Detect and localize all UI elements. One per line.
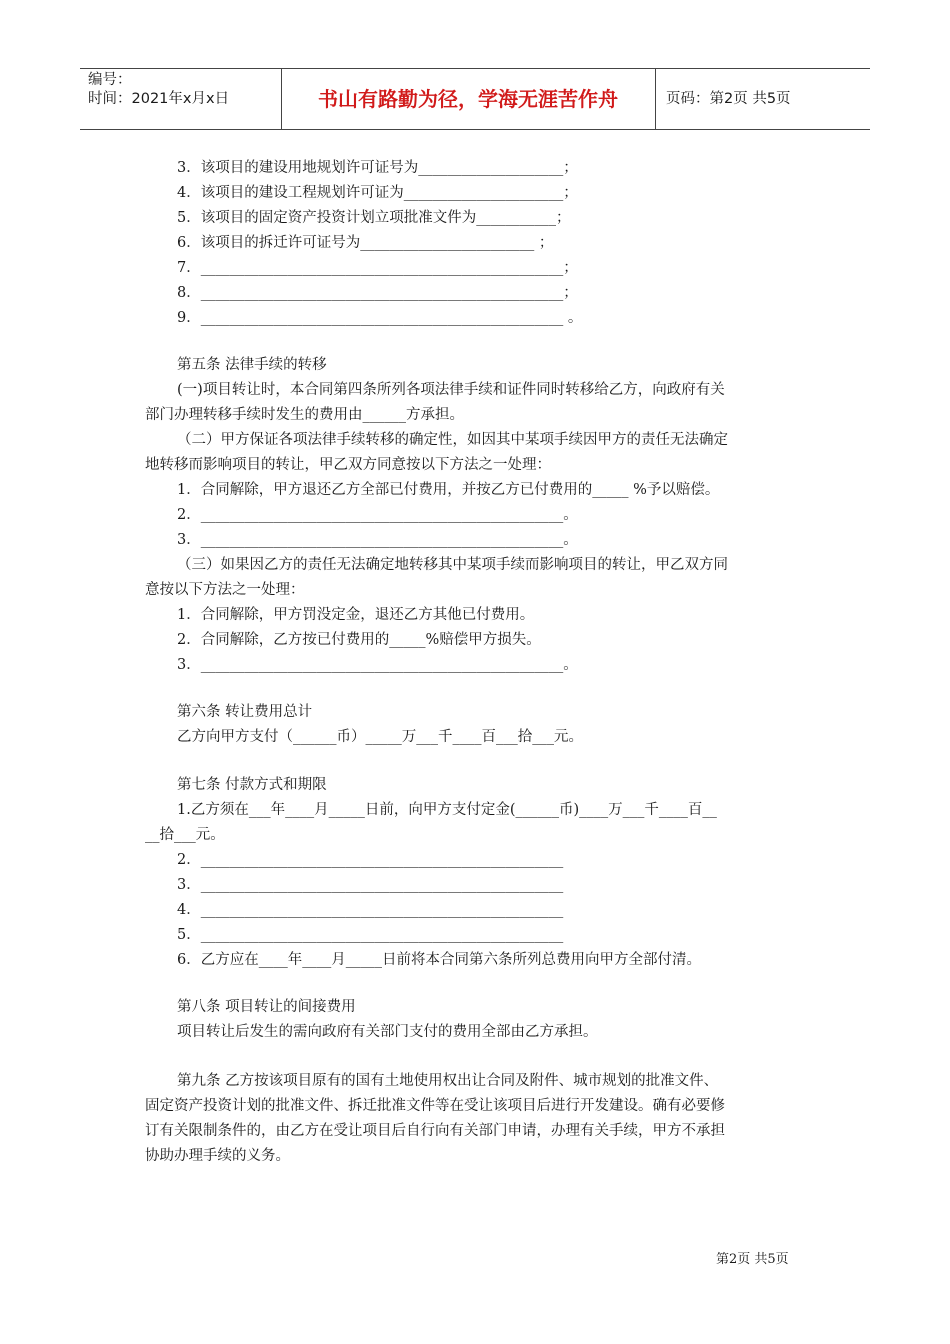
header-meta: [88, 71, 229, 109]
clause-item: 3．__________________________________________________。: [177, 657, 578, 673]
paragraph-line: （三）如果因乙方的责任无法确定地转移其中某项手续而影响项目的转让，甲乙双方同: [177, 557, 728, 573]
paragraph-line: 协助办理手续的义务。: [145, 1148, 290, 1164]
clause-item: 6．该项目的拆迁许可证号为________________________ ；: [177, 235, 554, 251]
clause-item: 2．__________________________________________________: [177, 852, 564, 868]
clause-item: 4．__________________________________________________: [177, 902, 564, 918]
paragraph-line: (一)项目转让时，本合同第四条所列各项法律手续和证件同时转移给乙方，向政府有关: [177, 382, 725, 398]
clause-item: 5．该项目的固定资产投资计划立项批准文件为___________；: [177, 210, 571, 226]
clause-item: 3．__________________________________________________: [177, 877, 564, 893]
document-header: [80, 68, 870, 130]
clause-item: 7．__________________________________________________；: [177, 260, 578, 276]
clause-item: 4．该项目的建设工程规划许可证为______________________；: [177, 185, 578, 201]
time-label: 时间：2021年x月x日: [88, 91, 230, 107]
paragraph-line: 项目转让后发生的需向政府有关部门支付的费用全部由乙方承担。: [177, 1024, 598, 1040]
paragraph-line: 意按以下方法之一处理：: [145, 582, 305, 598]
clause-item: 1.乙方须在___年____月_____日前，向甲方支付定金(______币)____万___千____百__: [177, 802, 717, 818]
article-heading-9: 第九条 乙方按该项目原有的国有土地使用权出让合同及附件、城市规划的批准文件、: [177, 1073, 719, 1089]
clause-item: 5．__________________________________________________: [177, 927, 564, 943]
clause-item: 3．__________________________________________________。: [177, 532, 578, 548]
clause-item: 1．合同解除，甲方退还乙方全部已付费用，并按乙方已付费用的_____ %予以赔偿。: [177, 482, 720, 498]
paragraph-line: 固定资产投资计划的批准文件、拆迁批准文件等在受让该项目后进行开发建设。确有必要修: [145, 1098, 725, 1114]
clause-item: 9．__________________________________________________ 。: [177, 310, 583, 326]
header-page-label: 页码：第2页 共5页: [666, 91, 791, 107]
clause-item: 3．该项目的建设用地规划许可证号为____________________；: [177, 160, 578, 176]
number-label: 编号：: [88, 72, 132, 88]
paragraph-line: 部门办理转移手续时发生的费用由______方承担。: [145, 407, 464, 423]
clause-item: 2．__________________________________________________。: [177, 507, 578, 523]
paragraph-line: 乙方向甲方支付（______币）_____万___千____百___拾___元。: [177, 729, 583, 745]
paragraph-line: （二）甲方保证各项法律手续转移的确定性，如因其中某项手续因甲方的责任无法确定: [177, 432, 728, 448]
header-divider: [655, 69, 656, 129]
clause-item: 1．合同解除，甲方罚没定金，退还乙方其他已付费用。: [177, 607, 535, 623]
paragraph-line: __拾___元。: [145, 827, 225, 843]
paragraph-line: 地转移而影响项目的转让，甲乙双方同意按以下方法之一处理：: [145, 457, 551, 473]
clause-item: 8．__________________________________________________；: [177, 285, 578, 301]
article-heading-8: 第八条 项目转让的间接费用: [177, 999, 356, 1015]
header-motto: 书山有路勤为径，学海无涯苦作舟: [318, 87, 618, 111]
article-heading-7: 第七条 付款方式和期限: [177, 777, 327, 793]
article-heading-6: 第六条 转让费用总计: [177, 704, 313, 720]
clause-item: 6．乙方应在____年____月_____日前将本合同第六条所列总费用向甲方全部付清。: [177, 952, 701, 968]
article-heading-5: 第五条 法律手续的转移: [177, 357, 327, 373]
footer-page-number: 第2页 共5页: [716, 1252, 789, 1267]
paragraph-line: 订有关限制条件的，由乙方在受让项目后自行向有关部门申请，办理有关手续，甲方不承担: [145, 1123, 725, 1139]
clause-item: 2．合同解除，乙方按已付费用的_____%赔偿甲方损失。: [177, 632, 541, 648]
